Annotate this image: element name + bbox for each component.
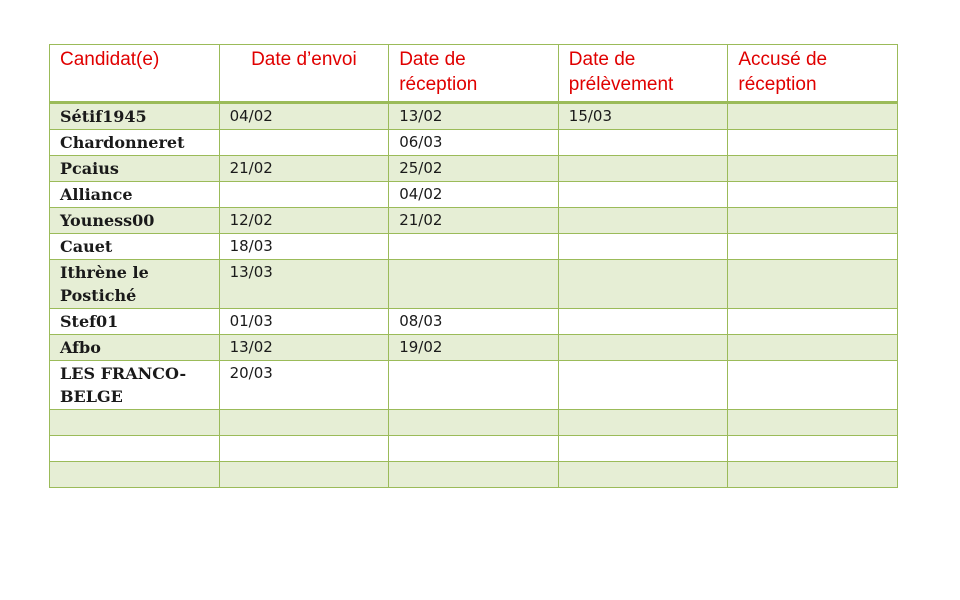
cell-send-date	[219, 130, 389, 156]
cell-acknowledgment	[728, 208, 898, 234]
cell-reception-date	[389, 234, 559, 260]
cell-reception-date	[389, 260, 559, 309]
cell-send-date: 13/02	[219, 335, 389, 361]
header-sampling-date: Date de prélèvement	[558, 45, 728, 103]
table-row	[50, 234, 898, 260]
cell-acknowledgment	[728, 462, 898, 488]
cell-send-date: 04/02	[219, 103, 389, 130]
table-row	[50, 309, 898, 335]
cell-acknowledgment	[728, 182, 898, 208]
cell-candidate: Ithrène le Postiché	[50, 260, 220, 309]
cell-send-date: 21/02	[219, 156, 389, 182]
cell-sampling-date	[558, 182, 728, 208]
cell-candidate	[50, 410, 220, 436]
cell-sampling-date	[558, 410, 728, 436]
cell-reception-date: 21/02	[389, 208, 559, 234]
cell-acknowledgment	[728, 335, 898, 361]
cell-send-date: 12/02	[219, 208, 389, 234]
table-row	[50, 156, 898, 182]
cell-reception-date: 08/03	[389, 309, 559, 335]
cell-sampling-date	[558, 309, 728, 335]
cell-candidate: Stef01	[50, 309, 220, 335]
cell-sampling-date: 15/03	[558, 103, 728, 130]
cell-sampling-date	[558, 335, 728, 361]
cell-sampling-date	[558, 156, 728, 182]
cell-acknowledgment	[728, 130, 898, 156]
cell-send-date	[219, 436, 389, 462]
header-acknowledgment: Accusé de réception	[728, 45, 898, 103]
cell-send-date: 20/03	[219, 361, 389, 410]
cell-reception-date	[389, 436, 559, 462]
cell-candidate	[50, 436, 220, 462]
table-row	[50, 335, 898, 361]
cell-acknowledgment	[728, 309, 898, 335]
table-header-row	[50, 45, 898, 103]
cell-reception-date: 19/02	[389, 335, 559, 361]
cell-send-date: 18/03	[219, 234, 389, 260]
cell-candidate: Youness00	[50, 208, 220, 234]
cell-acknowledgment	[728, 260, 898, 309]
header-send-date: Date d’envoi	[219, 45, 389, 103]
table-row	[50, 462, 898, 488]
table-row	[50, 410, 898, 436]
cell-sampling-date	[558, 208, 728, 234]
cell-sampling-date	[558, 260, 728, 309]
cell-candidate: Pcaius	[50, 156, 220, 182]
cell-candidate: Sétif1945	[50, 103, 220, 130]
table-row	[50, 103, 898, 130]
table-row	[50, 182, 898, 208]
cell-candidate: Cauet	[50, 234, 220, 260]
cell-reception-date	[389, 462, 559, 488]
cell-reception-date	[389, 410, 559, 436]
header-reception-date: Date de réception	[389, 45, 559, 103]
cell-sampling-date	[558, 361, 728, 410]
cell-sampling-date	[558, 436, 728, 462]
cell-sampling-date	[558, 462, 728, 488]
cell-candidate	[50, 462, 220, 488]
cell-send-date	[219, 410, 389, 436]
cell-acknowledgment	[728, 234, 898, 260]
cell-sampling-date	[558, 130, 728, 156]
cell-acknowledgment	[728, 361, 898, 410]
cell-acknowledgment	[728, 103, 898, 130]
cell-reception-date: 04/02	[389, 182, 559, 208]
cell-reception-date: 13/02	[389, 103, 559, 130]
cell-reception-date: 25/02	[389, 156, 559, 182]
table-row	[50, 361, 898, 410]
table-row	[50, 260, 898, 309]
cell-candidate: Alliance	[50, 182, 220, 208]
cell-reception-date: 06/03	[389, 130, 559, 156]
cell-candidate: Afbo	[50, 335, 220, 361]
cell-acknowledgment	[728, 436, 898, 462]
cell-send-date	[219, 182, 389, 208]
cell-send-date: 13/03	[219, 260, 389, 309]
cell-reception-date	[389, 361, 559, 410]
cell-sampling-date	[558, 234, 728, 260]
table-row	[50, 208, 898, 234]
cell-send-date: 01/03	[219, 309, 389, 335]
cell-send-date	[219, 462, 389, 488]
header-candidate: Candidat(e)	[50, 45, 220, 103]
candidates-table-container	[49, 44, 898, 488]
candidates-table	[49, 44, 898, 488]
cell-acknowledgment	[728, 156, 898, 182]
cell-candidate: Chardonneret	[50, 130, 220, 156]
table-row	[50, 130, 898, 156]
cell-acknowledgment	[728, 410, 898, 436]
cell-candidate: LES FRANCO-BELGE	[50, 361, 220, 410]
table-row	[50, 436, 898, 462]
